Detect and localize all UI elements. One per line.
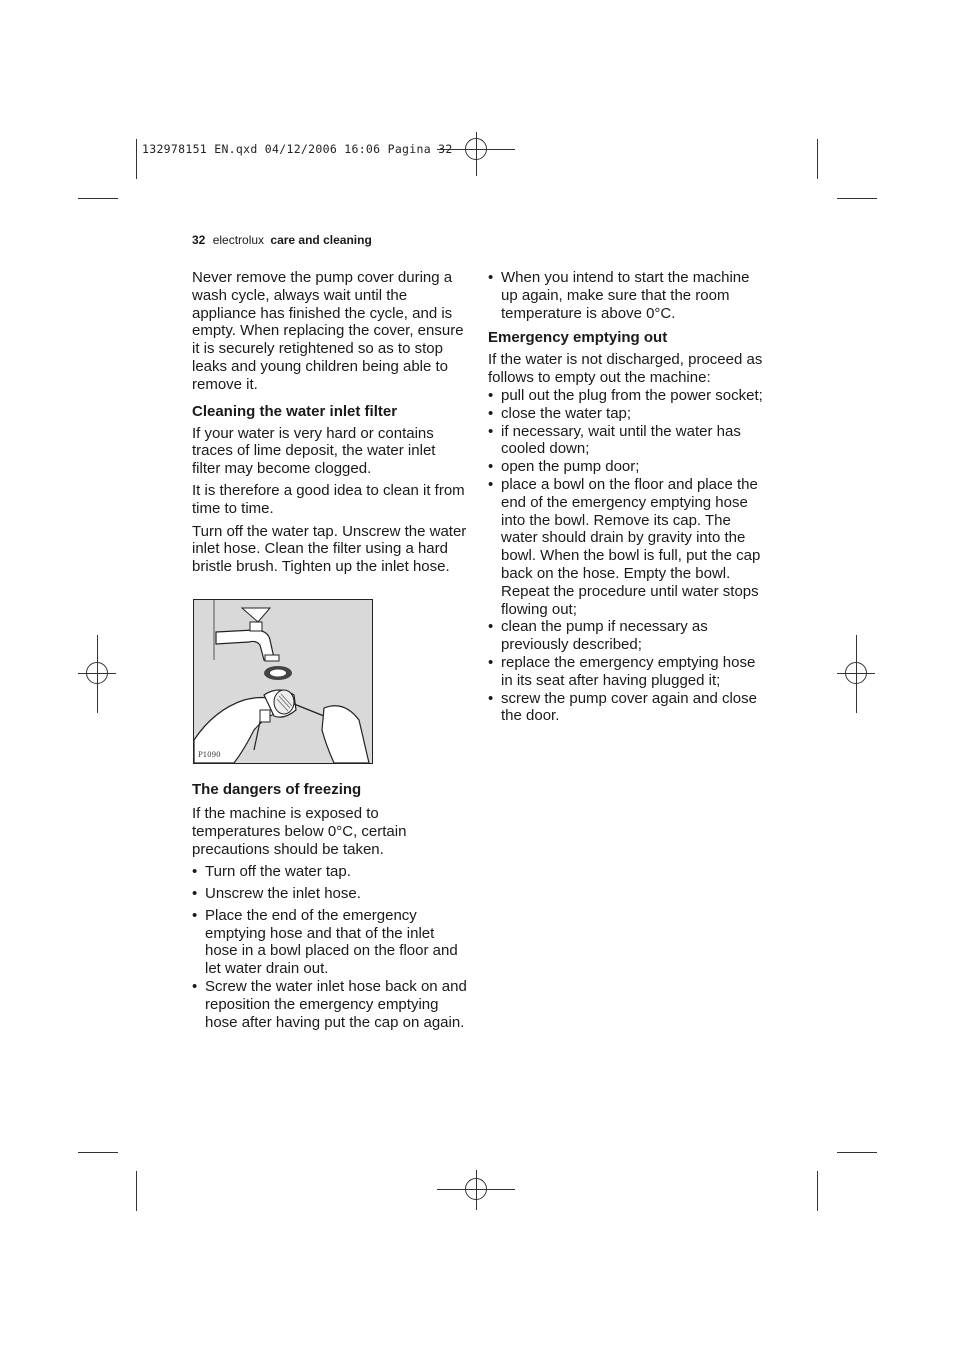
figure-label: P1090: [198, 751, 221, 759]
crop-mark-top-right-v: [817, 139, 818, 179]
left-column-bottom: [192, 781, 467, 1031]
emergency-list: [488, 387, 766, 725]
emergency-heading: Emergency emptying out: [488, 329, 668, 347]
list-item: • if necessary, wait until the water has cooled down;: [488, 423, 766, 459]
list-item: • pull out the plug from the power socket;: [488, 387, 766, 405]
freezing-heading: The dangers of freezing: [192, 781, 362, 798]
running-head: [192, 233, 372, 247]
list-item: • screw the pump cover again and close the door.: [488, 690, 766, 726]
list-item: • When you intend to start the machine up again, make sure that the room temperature is above 0°C.: [488, 269, 766, 322]
filter-cleaning-illustration: [193, 599, 373, 764]
crop-mark-top-right-h: [837, 198, 877, 199]
filter-paragraph-3: Turn off the water tap. Unscrew the water inlet hose. Clean the filter using a hard bristle brush. Tighten up the inlet hose.: [192, 522, 467, 576]
brand-name: electrolux: [212, 233, 265, 247]
crop-mark-bottom-right-v: [817, 1171, 818, 1211]
tap-and-brush-drawing: [194, 600, 372, 763]
crop-mark-bottom-left-h: [78, 1152, 118, 1153]
crop-mark-top-left-v: [136, 139, 137, 179]
print-slug: 132978151 EN.qxd 04/12/2006 16:06 Pagina 32: [142, 142, 453, 156]
list-item: • place a bowl on the floor and place the end of the emergency emptying hose into the bowl. Remove its cap. The water should drain by gravity into the bowl. When the bowl is full, put the cap back on the hose. Empty the bowl. Repeat the procedure until water stops flowing out;: [488, 476, 766, 618]
filter-heading: Cleaning the water inlet filter: [192, 402, 398, 420]
list-item: • replace the emergency emptying hose in its seat after having plugged it;: [488, 654, 766, 690]
filter-paragraph-1: If your water is very hard or contains traces of lime deposit, the water inlet filter may become clogged.: [192, 424, 436, 478]
crop-mark-top-left-h: [78, 198, 118, 199]
section-title: care and cleaning: [270, 233, 372, 247]
left-column-top: [192, 269, 467, 580]
intro-paragraph: Never remove the pump cover during a wash cycle, always wait until the appliance has finished the cycle, and is empty. When replacing the cover, ensure it is securely retightened so as to stop leaks and young children being able to remove it.: [192, 269, 464, 393]
list-item: • Screw the water inlet hose back on and reposition the emergency emptying hose after having put the cap on again.: [192, 978, 467, 1031]
page-number: 32: [192, 233, 206, 247]
list-item: • open the pump door;: [488, 458, 766, 476]
filter-paragraph-2: It is therefore a good idea to clean it from time to time.: [192, 482, 465, 518]
crop-mark-bottom-right-h: [837, 1152, 877, 1153]
list-item: • close the water tap;: [488, 405, 766, 423]
list-item: • clean the pump if necessary as previously described;: [488, 618, 766, 654]
emergency-intro: If the water is not discharged, proceed as follows to empty out the machine:: [488, 351, 763, 387]
freezing-list: [192, 863, 467, 1032]
list-item: • Unscrew the inlet hose.: [192, 885, 467, 903]
list-item: • Turn off the water tap.: [192, 863, 467, 881]
crop-mark-bottom-left-v: [136, 1171, 137, 1211]
list-item: • Place the end of the emergency emptying hose and that of the inlet hose in a bowl placed on the floor and let water drain out.: [192, 907, 467, 978]
freezing-intro: If the machine is exposed to temperatures below 0°C, certain precautions should be taken.: [192, 805, 407, 858]
restart-list: [488, 269, 766, 322]
right-column: [488, 269, 766, 725]
